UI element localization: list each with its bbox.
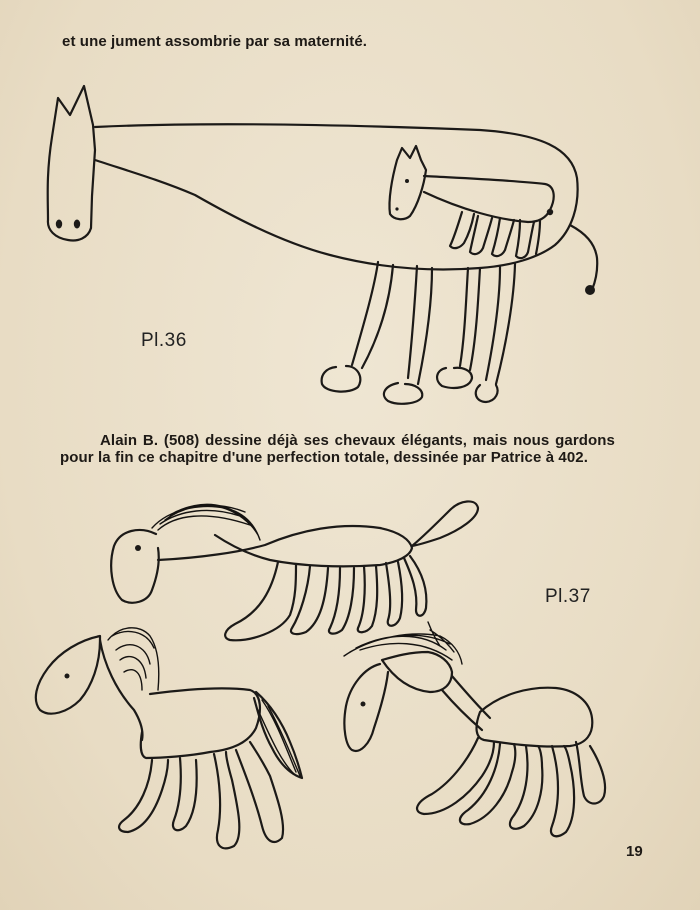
plate-36-label: Pl.36 <box>141 330 187 351</box>
intro-line: et une jument assombrie par sa maternité. <box>62 33 368 50</box>
body-paragraph: Alain B. (508) dessine déjà ses chevaux élégants, mais nous gardons pour la fin ce chapitre d'une perfection totale, dessinée par Patrice à 402. <box>60 432 615 466</box>
plate-37-label: Pl.37 <box>545 586 591 607</box>
page-number: 19 <box>626 843 643 860</box>
